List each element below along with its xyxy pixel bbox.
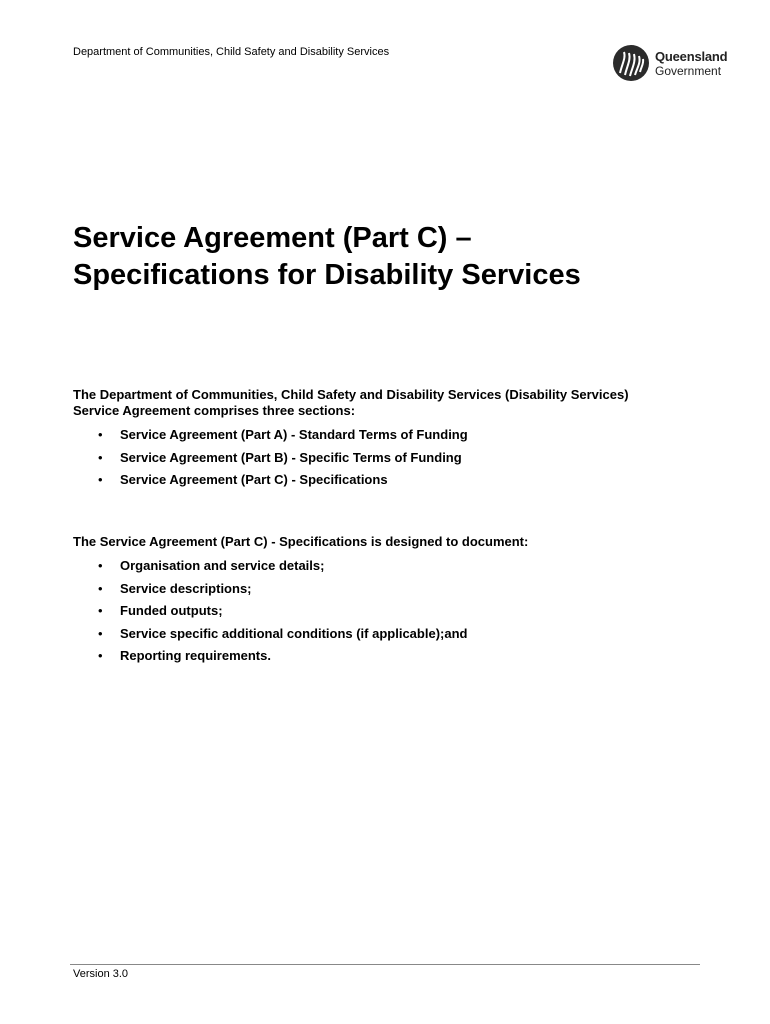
purpose-section [73, 534, 713, 668]
intro-section [73, 387, 713, 492]
document-title-line-2: Specifications for Disability Services [73, 259, 581, 291]
list-item [73, 555, 713, 578]
list-item-text: Funded outputs; [120, 603, 223, 618]
bullet-icon: • [98, 580, 103, 596]
list-item [73, 469, 713, 492]
footer-version: Version 3.0 [73, 968, 129, 980]
list-item [73, 600, 713, 623]
document-title-line-1: Service Agreement (Part C) – [73, 222, 472, 254]
intro-paragraph-line-1: The Department of Communities, Child Safety and Disability Services (Disability Services) [73, 387, 629, 402]
bullet-icon: • [98, 625, 103, 641]
list-item [73, 645, 713, 668]
bullet-icon: • [98, 449, 103, 465]
list-item-text: Service specific additional conditions (if applicable);and [120, 625, 468, 641]
queensland-government-crest-icon [612, 44, 650, 82]
list-item [73, 424, 713, 447]
list-item-text: Service Agreement (Part B) - Specific Terms of Funding [120, 449, 462, 465]
logo-wordmark-queensland: Queensland [655, 49, 728, 64]
purpose-paragraph: The Service Agreement (Part C) - Specifications is designed to document: [73, 534, 529, 549]
bullet-icon: • [98, 558, 103, 573]
intro-paragraph-line-2: Service Agreement comprises three sections: [73, 403, 356, 418]
footer-divider [70, 964, 700, 965]
list-item-text: Service descriptions; [120, 580, 252, 596]
list-item [73, 623, 713, 646]
intro-bullet-list [73, 424, 713, 492]
list-item-text: Service Agreement (Part A) - Standard Terms of Funding [120, 427, 468, 442]
bullet-icon: • [98, 427, 103, 442]
queensland-government-logo [612, 44, 732, 84]
purpose-bullet-list [73, 555, 713, 668]
bullet-icon: • [98, 648, 103, 663]
header-department-name: Department of Communities, Child Safety and Disability Services [73, 46, 390, 58]
list-item [73, 578, 713, 601]
logo-wordmark-government: Government [655, 64, 722, 78]
list-item-text: Organisation and service details; [120, 558, 325, 573]
intro-paragraph [73, 387, 713, 419]
document-title [73, 220, 581, 294]
list-item [73, 447, 713, 470]
bullet-icon: • [98, 472, 103, 487]
bullet-icon: • [98, 603, 103, 618]
list-item-text: Reporting requirements. [120, 648, 271, 663]
list-item-text: Service Agreement (Part C) - Specifications [120, 472, 388, 487]
